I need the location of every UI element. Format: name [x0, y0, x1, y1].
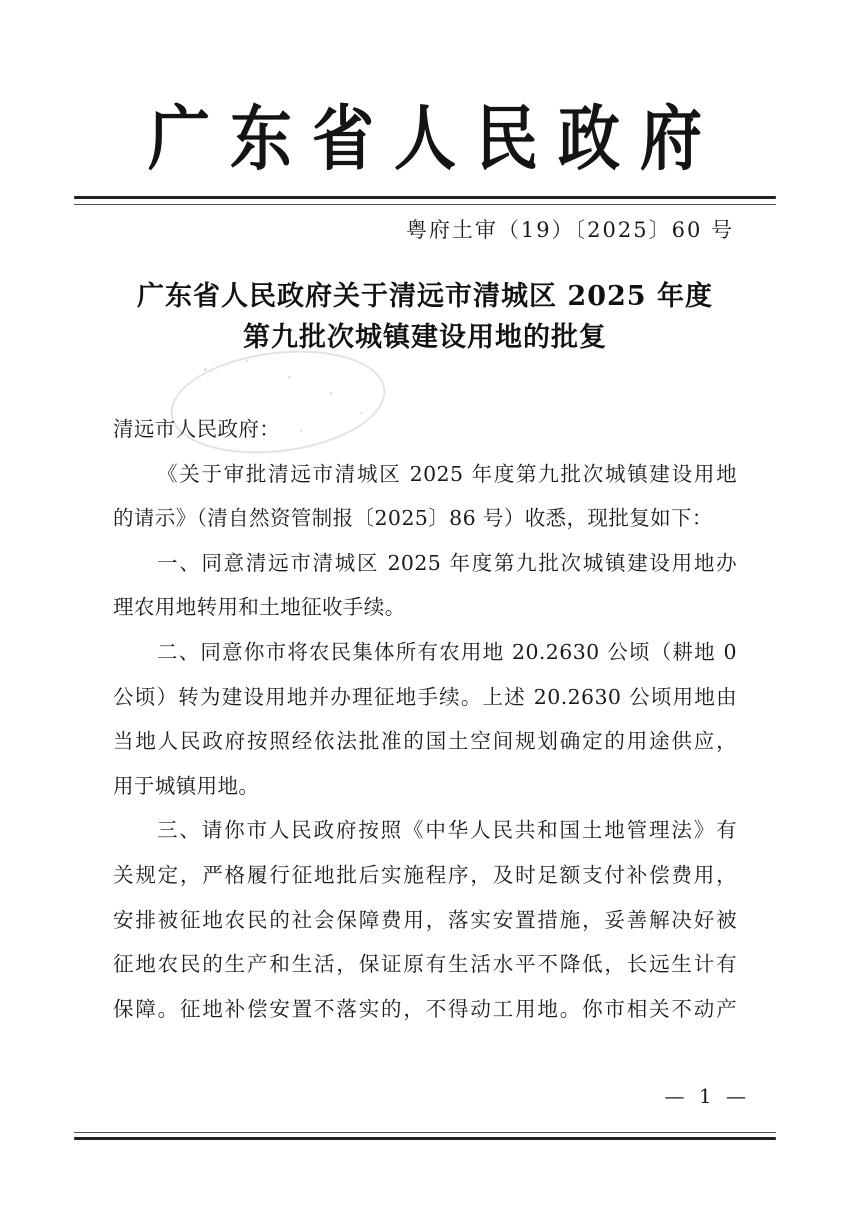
document-number: 粤府土审（19）〔2025〕60 号	[405, 218, 734, 242]
scan-speck	[330, 392, 332, 395]
scan-speck	[288, 376, 291, 378]
document-title-line-2: 第九批次城镇建设用地的批复	[243, 322, 607, 353]
page-number: — 1 —	[664, 1084, 750, 1108]
body-line-9: 三、请你市人民政府按照《中华人民共和国土地管理法》有	[157, 818, 737, 843]
salutation: 清远市人民政府：	[113, 417, 281, 441]
body-line-8: 用于城镇用地。	[113, 773, 260, 798]
document-body	[113, 407, 737, 1031]
body-line-5: 二、同意你市将农民集体所有农用地 20.2630 公顷（耕地 0	[157, 639, 737, 664]
body-line-6: 公顷）转为建设用地并办理征地手续。上述 20.2630 公顷用地由	[113, 684, 737, 709]
body-line-2: 的请示》（清自然资管制报〔2025〕86 号）收悉，现批复如下：	[113, 506, 713, 531]
body-line-3: 一、同意清远市清城区 2025 年度第九批次城镇建设用地办	[157, 550, 737, 575]
body-line-7: 当地人民政府按照经依法批准的国土空间规划确定的用途供应，	[113, 729, 737, 754]
body-line-11: 安排被征地农民的社会保障费用，落实安置措施，妥善解决好被	[113, 907, 737, 932]
body-line-13: 保障。征地补偿安置不落实的，不得动工用地。你市相关不动产	[113, 996, 737, 1021]
document-title-line-1: 广东省人民政府关于清远市清城区 2025 年度	[137, 281, 713, 312]
body-line-1: 《关于审批清远市清城区 2025 年度第九批次城镇建设用地	[157, 461, 737, 486]
footer-divider-thin	[74, 1132, 776, 1133]
body-line-10: 关规定，严格履行征地批后实施程序，及时足额支付补偿费用，	[113, 862, 737, 887]
footer-divider-thick	[74, 1137, 776, 1140]
masthead	[0, 96, 850, 182]
body-line-12: 征地农民的生产和生活，保证原有生活水平不降低，长远生计有	[113, 952, 737, 977]
footer-divider	[74, 1132, 776, 1146]
scan-speck	[204, 368, 207, 371]
body-line-4: 理农用地转用和土地征收手续。	[113, 595, 406, 620]
masthead-title: 广东省人民政府	[147, 96, 722, 181]
document-title	[96, 276, 754, 358]
document-number-row	[0, 214, 734, 244]
header-divider-thin	[74, 204, 776, 205]
scan-speck	[246, 360, 248, 362]
header-divider-thick	[74, 196, 776, 199]
header-divider	[74, 196, 776, 210]
